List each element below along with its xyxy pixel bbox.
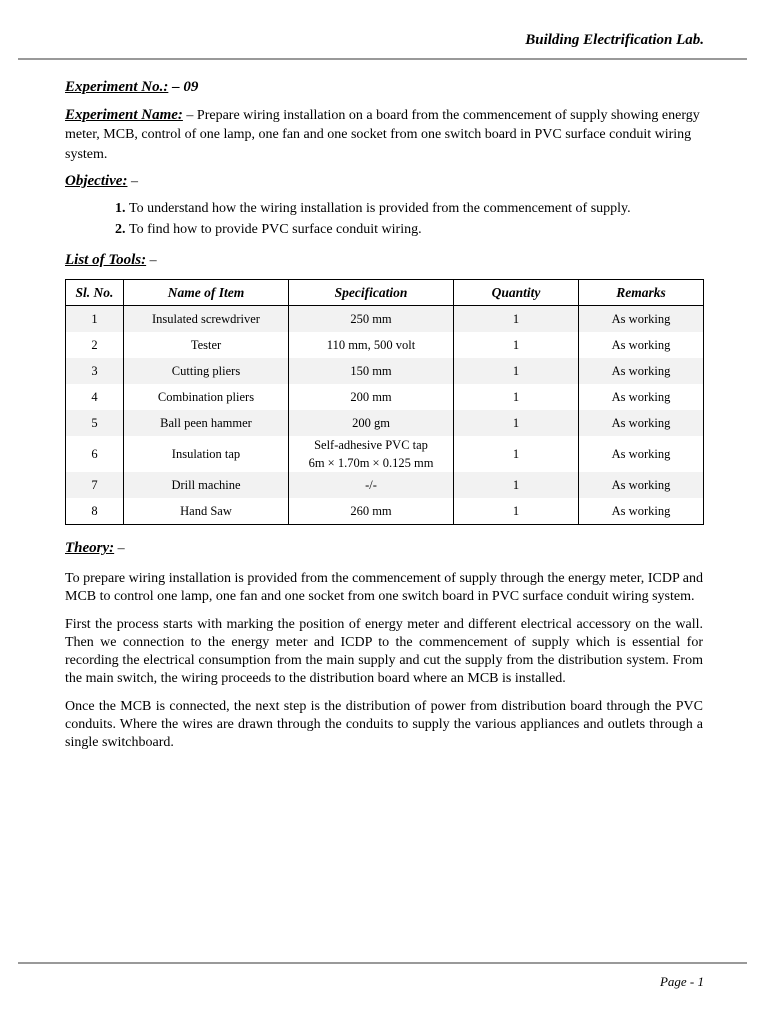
cell-remarks: As working [579, 332, 704, 358]
tools-heading [65, 251, 703, 271]
header-rule [18, 58, 747, 60]
cell-qty: 1 [454, 410, 579, 436]
cell-spec [289, 436, 454, 472]
cell-spec: 200 mm [289, 384, 454, 410]
cell-sl-no: 5 [66, 410, 124, 436]
experiment-number [65, 78, 703, 98]
objective-list [65, 198, 703, 240]
table-row [66, 498, 704, 525]
theory-paragraph: Once the MCB is connected, the next step is the distribution of power from distribution board through the PVC conduits. Where the wires are drawn through the conduits to supply the various appliances and outlets through a single switchboard. [65, 698, 703, 750]
cell-item: Insulation tap [124, 436, 289, 472]
cell-spec: 250 mm [289, 306, 454, 333]
page-number: Page - 1 [659, 974, 704, 989]
cell-spec: 150 mm [289, 358, 454, 384]
objective-item: 2. To find how to provide PVC surface conduit wiring. [129, 219, 703, 240]
cell-spec: 200 gm [289, 410, 454, 436]
table-row [66, 410, 704, 436]
cell-spec: 110 mm, 500 volt [289, 332, 454, 358]
cell-remarks: As working [579, 306, 704, 333]
theory-heading [65, 539, 703, 559]
cell-item: Drill machine [124, 472, 289, 498]
objective-label: Objective: [65, 173, 128, 189]
table-row [66, 332, 704, 358]
header-title: Building Electrification Lab. [525, 32, 704, 48]
column-header-name-of-item: Name of Item [124, 280, 289, 306]
cell-item: Combination pliers [124, 384, 289, 410]
experiment-name [65, 106, 703, 165]
cell-qty: 1 [454, 498, 579, 525]
cell-sl-no: 2 [66, 332, 124, 358]
cell-sl-no: 7 [66, 472, 124, 498]
cell-sl-no: 1 [66, 306, 124, 333]
experiment-number-value: – 09 [168, 79, 199, 95]
cell-qty: 1 [454, 472, 579, 498]
tools-separator: – [146, 252, 157, 268]
experiment-number-label: Experiment No.: [65, 79, 169, 95]
cell-spec-line2: 6m × 1.70m × 0.125 mm [308, 456, 434, 470]
experiment-name-label: Experiment Name: [65, 106, 183, 123]
document-body [65, 78, 703, 752]
table-header-row [66, 280, 704, 306]
cell-item: Ball peen hammer [124, 410, 289, 436]
column-header-sl-no: Sl. No. [66, 280, 124, 306]
theory-separator: – [114, 541, 125, 556]
cell-remarks: As working [579, 436, 704, 472]
cell-spec: -/- [289, 472, 454, 498]
cell-spec: 260 mm [289, 498, 454, 525]
table-row [66, 472, 704, 498]
theory-paragraph: To prepare wiring installation is provided from the commencement of supply through the energy meter, ICDP and MCB to control one lamp, one fan and one socket from one switch board in PVC surface conduit wiring system. [65, 570, 703, 604]
cell-sl-no: 3 [66, 358, 124, 384]
column-header-remarks: Remarks [579, 280, 704, 306]
cell-remarks: As working [579, 410, 704, 436]
cell-sl-no: 6 [66, 436, 124, 472]
cell-item: Cutting pliers [124, 358, 289, 384]
cell-remarks: As working [579, 498, 704, 525]
objective-heading [65, 172, 703, 192]
experiment-name-text: – Prepare wiring installation on a board from the commencement of supply showing energy meter, MCB, control of one lamp, one fan and one socket from one switch board in PVC surface conduit wiring system. [65, 107, 700, 162]
cell-item: Insulated screwdriver [124, 306, 289, 333]
theory-paragraph: First the process starts with marking the position of energy meter and different electrical accessory on the wall. Then we connection to the energy meter and ICDP to the commencement of supply which is essential for recording the electrical consumption from the main supply and cut the supply from the distribution system. From the main switch, the wiring proceeds to the distribution board where an MCB is installed. [65, 616, 703, 686]
table-row [66, 306, 704, 333]
tools-table [65, 279, 704, 525]
cell-remarks: As working [579, 358, 704, 384]
cell-sl-no: 8 [66, 498, 124, 525]
cell-item: Hand Saw [124, 498, 289, 525]
theory-label: Theory: [65, 540, 115, 556]
objective-separator: – [127, 174, 138, 189]
cell-remarks: As working [579, 472, 704, 498]
objective-item: 1. To understand how the wiring installation is provided from the commencement of supply. [129, 198, 703, 219]
cell-qty: 1 [454, 436, 579, 472]
table-row [66, 358, 704, 384]
column-header-specification: Specification [289, 280, 454, 306]
cell-item: Tester [124, 332, 289, 358]
footer-rule [18, 962, 747, 964]
cell-qty: 1 [454, 384, 579, 410]
cell-remarks: As working [579, 384, 704, 410]
tools-label: List of Tools: [65, 251, 147, 268]
cell-sl-no: 4 [66, 384, 124, 410]
table-row [66, 436, 704, 472]
column-header-quantity: Quantity [454, 280, 579, 306]
cell-spec-line1: Self-adhesive PVC tap [314, 438, 428, 452]
table-row [66, 384, 704, 410]
cell-qty: 1 [454, 358, 579, 384]
cell-qty: 1 [454, 306, 579, 333]
cell-qty: 1 [454, 332, 579, 358]
